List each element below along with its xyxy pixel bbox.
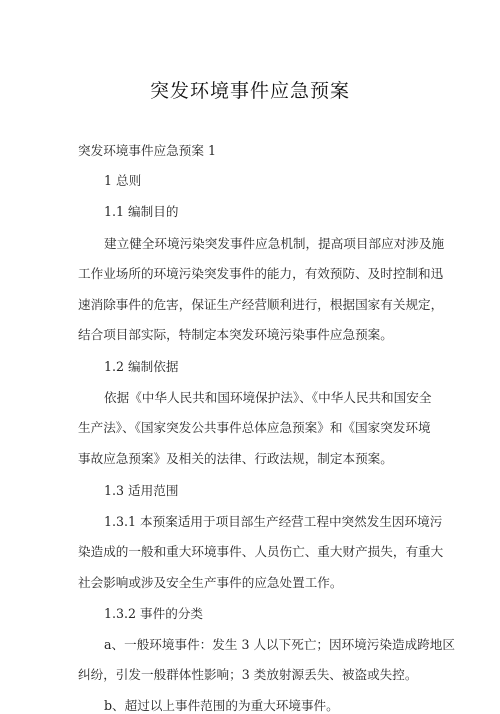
paragraph-line: a、一般环境事件：发生 3 人以下死亡；因环境污染造成跨地区 — [104, 637, 455, 652]
paragraph-line: 结合项目部实际，特制定本突发环境污染事件应急预案。 — [78, 327, 393, 342]
paragraph-line: b、超过以上事件范围的为重大环境事件。 — [104, 698, 339, 713]
document-subtitle: 突发环境事件应急预案 1 — [78, 143, 216, 158]
section-heading-1-3-2: 1.3.2 事件的分类 — [104, 606, 204, 621]
section-heading-1: 1 总则 — [104, 173, 142, 188]
document-title: 突发环境事件应急预案 — [149, 80, 350, 102]
section-heading-1-2: 1.2 编制依据 — [104, 359, 179, 374]
paragraph-line: 速消除事件的危害，保证生产经营顺利进行，根据国家有关规定， — [78, 297, 444, 312]
section-heading-1-3: 1.3 适用范围 — [104, 483, 179, 498]
paragraph-line: 染造成的一般和重大环境事件、人员伤亡、重大财产损失，有重大 — [78, 544, 444, 559]
section-heading-1-1: 1.1 编制目的 — [104, 204, 179, 219]
paragraph-line: 社会影响或涉及安全生产事件的应急处置工作。 — [78, 575, 343, 590]
paragraph-line: 依据《中华人民共和国环境保护法》、《中华人民共和国安全 — [104, 390, 432, 405]
paragraph-line: 事故应急预案》及相关的法律、行政法规，制定本预案。 — [78, 451, 393, 466]
paragraph-line: 生产法》、《国家突发公共事件总体应急预案》和《国家突发环境 — [78, 420, 431, 435]
paragraph-line: 纠纷，引发一般群体性影响；3 类放射源丢失、被盗或失控。 — [78, 667, 418, 682]
paragraph-line: 建立健全环境污染突发事件应急机制，提高项目部应对涉及施 — [104, 236, 445, 251]
paragraph-line: 工作业场所的环境污染突发事件的能力，有效预防、及时控制和迅 — [78, 266, 444, 281]
paragraph-line: 1.3.1 本预案适用于项目部生产经营工程中突然发生因环境污 — [104, 514, 443, 529]
